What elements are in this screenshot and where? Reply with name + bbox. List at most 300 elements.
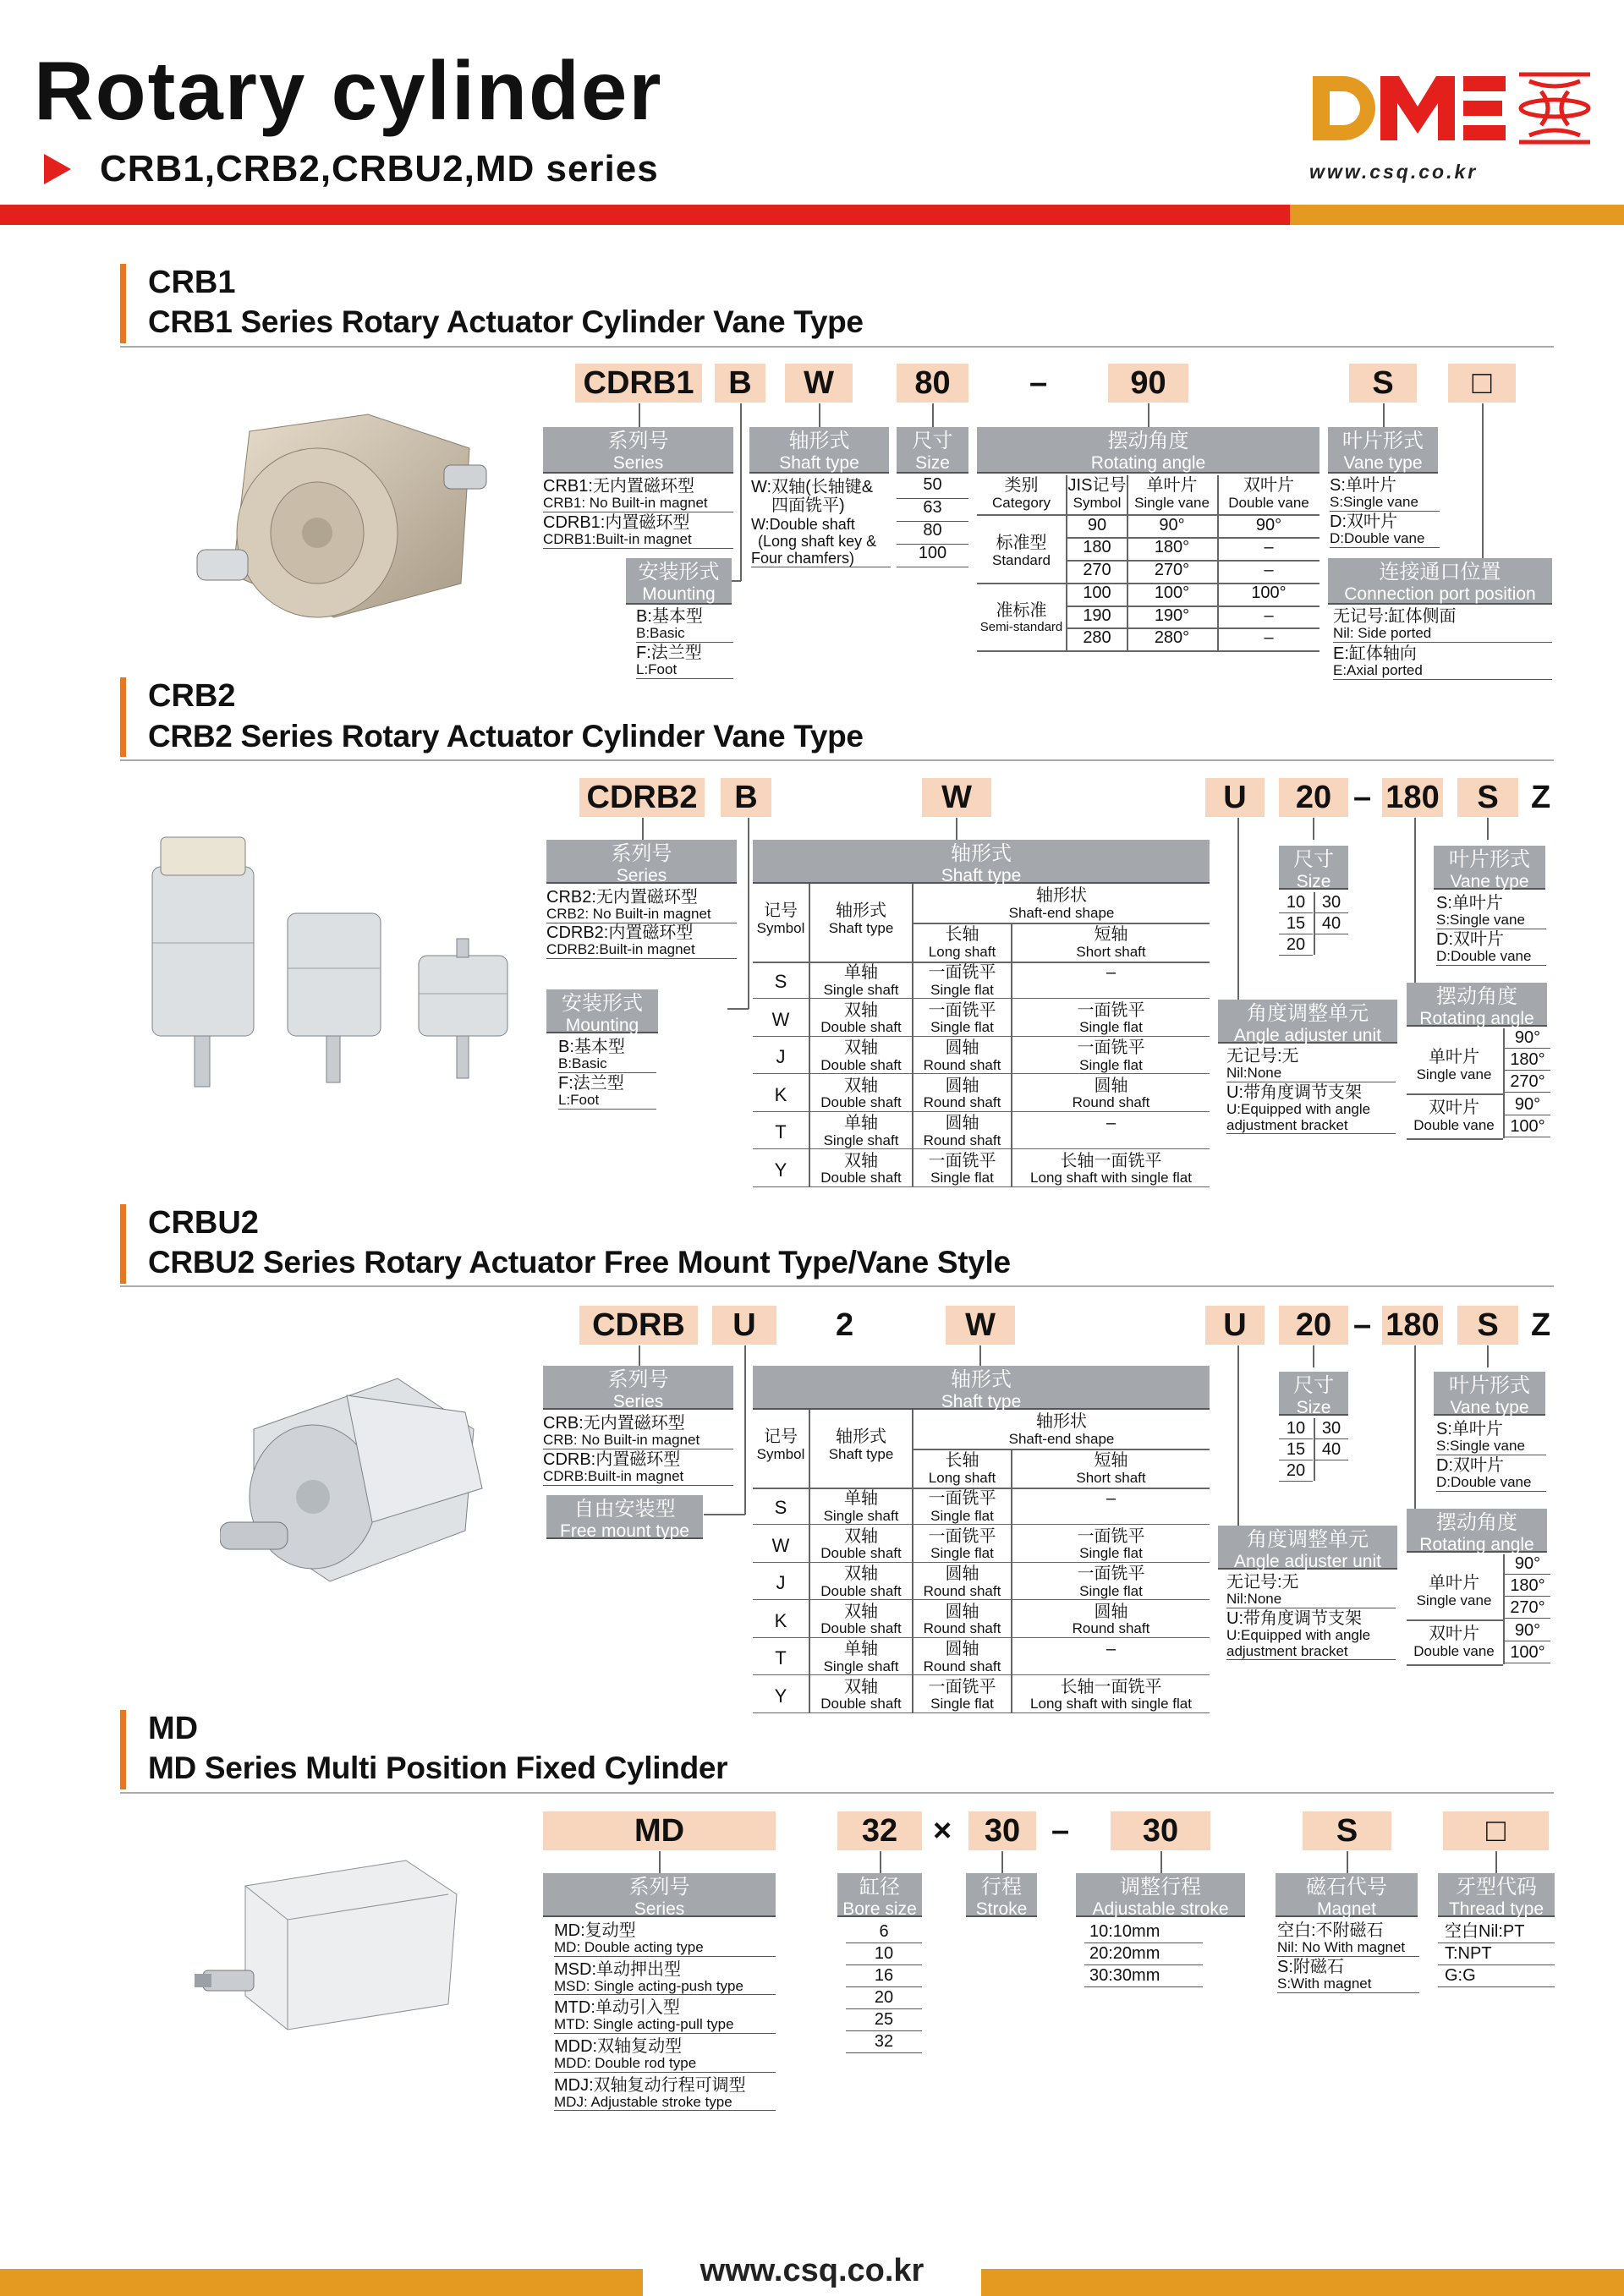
- crb2-mounting-item: F:法兰型 L:Foot: [558, 1074, 656, 1110]
- shaft-short-cell: [1012, 1528, 1210, 1562]
- crbu2-size-header: 尺寸 Size: [1279, 1372, 1348, 1416]
- angle-single-value: 190°: [1154, 606, 1190, 625]
- shaft-type-en: Double shaft: [820, 1019, 902, 1036]
- header-bar-red: [0, 205, 1290, 225]
- shaft-table-row: [753, 1037, 1210, 1074]
- shaft-type-cn: 双轴: [844, 1000, 878, 1020]
- md-series-en: MD: Double acting type: [554, 1939, 704, 1955]
- code-crb2-dash: –: [1353, 780, 1372, 815]
- header-bar-orange: [1290, 205, 1624, 225]
- code-crb1-vane: S: [1349, 364, 1417, 403]
- crb1-shaft-desc: W:双轴(长轴键& 四面铣平) W:Double shaft (Long shaft key & Four chamfers): [751, 478, 891, 567]
- md-thread-value: G:G: [1438, 1965, 1555, 1987]
- crbu2-adjuster-header: 角度调整单元 Angle adjuster unit: [1218, 1526, 1397, 1570]
- crb2-product-image: [135, 833, 533, 1104]
- shaft-symbol: Y: [774, 1159, 787, 1181]
- shaft-long-cn: 圆轴: [945, 1640, 979, 1658]
- shaft-type-cn: 单轴: [844, 1114, 878, 1132]
- shaft-short-cn: 一面铣平: [1077, 1564, 1145, 1583]
- crb1-size-header: 尺寸 Size: [897, 427, 968, 474]
- crb1-size-value: 50: [897, 476, 968, 499]
- md-bore-value: 20: [846, 1987, 922, 2009]
- shaft-type-en: Double shaft: [820, 1094, 902, 1111]
- shaft-type-en: Double shaft: [820, 1620, 902, 1637]
- md-series-item: [554, 1921, 776, 1957]
- md-magnet-item: S:附磁石 S:With magnet: [1277, 1958, 1419, 1993]
- shaft-long-cell: [914, 1528, 1011, 1562]
- section-name-md: MD: [148, 1711, 199, 1746]
- md-adj-list: [1084, 1921, 1245, 1987]
- shaft-short-cell: [1012, 1153, 1210, 1186]
- code-crb1-angle: 90: [1108, 364, 1188, 403]
- shaft-symbol: S: [774, 971, 787, 992]
- code-crbu2-mount: U: [712, 1306, 776, 1345]
- code-crb1-mounting: B: [715, 364, 765, 403]
- code-crb1-size: 80: [897, 364, 968, 403]
- md-series-cn: MDD:双轴复动型: [554, 2037, 683, 2057]
- shaft-short-cell: [1012, 1039, 1210, 1073]
- shaft-long-en: Round shaft: [923, 1056, 1001, 1073]
- shaft-table-row: [753, 1000, 1210, 1037]
- crb2-shaft-header: 轴形式 Shaft type: [753, 840, 1210, 884]
- code-crb1-shaft: W: [785, 364, 853, 403]
- code-md-series: MD: [543, 1811, 776, 1850]
- crb2-vane-header: 叶片形式 Vane type: [1434, 846, 1545, 890]
- crb2-shaft-table: 记号 Symbol 轴形式 Shaft type 轴形状 Shaft-end shape 长轴 Long shaft 短轴 Short shaft: [753, 884, 1210, 1188]
- md-stroke-header: 行程 Stroke: [966, 1873, 1037, 1917]
- shaft-long-en: Single flat: [930, 1507, 994, 1524]
- crb1-size-value: 63: [897, 499, 968, 522]
- shaft-long-cn: 圆轴: [945, 1076, 979, 1095]
- code-md-dash: –: [1051, 1813, 1070, 1849]
- shaft-type-cell: [810, 1039, 912, 1073]
- shaft-type-cn: 双轴: [844, 1151, 878, 1170]
- section-marker: [120, 677, 126, 757]
- shaft-short-en: Single flat: [1079, 1056, 1143, 1073]
- shaft-type-cn: 单轴: [844, 1640, 878, 1658]
- code-md-adj: 30: [1111, 1811, 1210, 1850]
- shaft-long-en: Round shaft: [923, 1620, 1001, 1637]
- crb1-series-item: CDRB1:内置磁环型 CDRB1:Built-in magnet: [543, 513, 733, 549]
- code-crbu2-z: Z: [1531, 1307, 1551, 1343]
- shaft-short-cell: [1012, 1641, 1210, 1659]
- md-series-cn: MSD:单动押出型: [554, 1959, 681, 1979]
- shaft-table-row: [753, 1488, 1210, 1525]
- shaft-type-en: Double shaft: [820, 1696, 902, 1712]
- md-series-header: 系列号 Series: [543, 1873, 776, 1917]
- shaft-short-en: Long shaft with single flat: [1030, 1170, 1192, 1186]
- shaft-symbol: K: [774, 1609, 787, 1631]
- code-crb1-port: □: [1448, 364, 1516, 403]
- code-md-x: ×: [933, 1813, 952, 1849]
- md-bore-list: [846, 1921, 922, 2053]
- crb1-angle-header: 摆动角度 Rotating angle: [977, 427, 1320, 474]
- shaft-type-cn: 双轴: [844, 1076, 878, 1095]
- shaft-long-en: Single flat: [930, 1696, 994, 1712]
- crbu2-vane-item: S:单叶片 S:Single vane: [1436, 1420, 1546, 1455]
- crb2-adjuster-item: 无记号:无 Nil:None: [1226, 1047, 1396, 1082]
- shaft-long-cell: [914, 1490, 1011, 1524]
- shaft-short-cn: –: [1106, 1114, 1116, 1132]
- section-name-crb2: CRB2: [148, 678, 236, 714]
- section-rule: [120, 759, 1554, 761]
- md-adj-header: 调整行程 Adjustable stroke: [1076, 1873, 1245, 1917]
- crb2-size-table: 10 30 15 40 20: [1279, 892, 1348, 960]
- shaft-type-cn: 双轴: [844, 1602, 878, 1621]
- section-marker: [120, 264, 126, 343]
- code-md-magnet: S: [1303, 1811, 1391, 1850]
- crbu2-vane-item: D:双叶片 D:Double vane: [1436, 1456, 1546, 1492]
- shaft-short-cell: [1012, 1077, 1210, 1111]
- shaft-type-cell: [810, 1002, 912, 1036]
- section-marker: [120, 1710, 126, 1789]
- md-thread-value: 空白Nil:PT: [1438, 1921, 1555, 1943]
- shaft-type-cell: [810, 1115, 912, 1148]
- shaft-type-cell: [810, 964, 912, 998]
- code-md-thread: □: [1443, 1811, 1549, 1850]
- angle-jis-value: 100: [1083, 584, 1111, 602]
- shaft-long-en: Single flat: [930, 1545, 994, 1562]
- crb1-mounting-item: F:法兰型 L:Foot: [636, 644, 733, 679]
- code-crbu2-vane: S: [1457, 1306, 1518, 1345]
- angle-jis-value: 180: [1083, 538, 1111, 556]
- shaft-symbol: W: [771, 1008, 790, 1030]
- code-crb2-shaft: W: [922, 778, 991, 817]
- md-series-item: [554, 1960, 776, 1996]
- shaft-table-row: [753, 1601, 1210, 1638]
- crb1-size-value: 100: [897, 545, 968, 567]
- code-crb2-angle: 180: [1382, 778, 1443, 817]
- md-bore-value: 25: [846, 2009, 922, 2031]
- md-series-en: MDJ: Adjustable stroke type: [554, 2093, 732, 2110]
- code-crb2-vane: S: [1457, 778, 1518, 817]
- footer-bar-left: [0, 2269, 643, 2296]
- angle-jis-value: 280: [1083, 628, 1111, 647]
- shaft-type-en: Double shaft: [820, 1582, 902, 1599]
- shaft-long-cn: 一面铣平: [928, 1489, 996, 1508]
- shaft-type-cell: [810, 1641, 912, 1674]
- section-name-crb1: CRB1: [148, 265, 236, 300]
- shaft-short-cell: [1012, 1002, 1210, 1036]
- md-series-item: [554, 1998, 776, 2034]
- shaft-type-cn: 双轴: [844, 1677, 878, 1696]
- shaft-long-cn: 一面铣平: [928, 1000, 996, 1020]
- shaft-long-en: Round shaft: [923, 1658, 1001, 1674]
- angle-jis-value: 90: [1087, 516, 1107, 534]
- md-series-cn: MD:复动型: [554, 1921, 636, 1940]
- crbu2-shaft-header: 轴形式 Shaft type: [753, 1366, 1210, 1410]
- shaft-symbol: T: [775, 1121, 787, 1143]
- md-thread-list: [1438, 1921, 1555, 1987]
- section-marker: [120, 1204, 126, 1284]
- crb2-series-item: CRB2:无内置磁环型 CRB2: No Built-in magnet: [546, 888, 737, 923]
- section-desc-md: MD Series Multi Position Fixed Cylinder: [148, 1751, 728, 1785]
- code-crbu2-angle: 180: [1382, 1306, 1443, 1345]
- md-series-en: MTD: Single acting-pull type: [554, 2016, 734, 2033]
- shaft-symbol: J: [776, 1572, 786, 1593]
- md-magnet-item: 空白:不附磁石 Nil: No With magnet: [1277, 1921, 1419, 1957]
- shaft-long-cell: [914, 1115, 1011, 1148]
- shaft-long-cn: 圆轴: [945, 1564, 979, 1583]
- crb1-series-header: 系列号 Series: [543, 427, 733, 474]
- shaft-short-cn: 一面铣平: [1077, 1038, 1145, 1057]
- md-adj-value: 30:30mm: [1084, 1965, 1203, 1987]
- crb2-series-header: 系列号 Series: [546, 840, 737, 884]
- code-crb2-z: Z: [1531, 780, 1551, 815]
- code-crb2-series: CDRB2: [579, 778, 705, 817]
- crbu2-angle-header: 摆动角度 Rotating angle: [1407, 1509, 1547, 1553]
- shaft-short-cell: [1012, 1603, 1210, 1637]
- shaft-type-en: Double shaft: [820, 1545, 902, 1562]
- footer-bar-right: [981, 2269, 1624, 2296]
- shaft-type-cn: 单轴: [844, 1489, 878, 1508]
- angle-jis-value: 270: [1083, 561, 1111, 579]
- angle-single-value: 100°: [1154, 584, 1190, 602]
- crb2-size-header: 尺寸 Size: [1279, 846, 1348, 890]
- shaft-symbol: W: [771, 1534, 790, 1556]
- shaft-long-cell: [914, 964, 1011, 998]
- shaft-type-cn: 双轴: [844, 1564, 878, 1583]
- shaft-short-cn: 长轴一面铣平: [1060, 1151, 1162, 1170]
- section-rule: [120, 1285, 1554, 1287]
- crb2-series-item: CDRB2:内置磁环型 CDRB2:Built-in magnet: [546, 923, 737, 959]
- md-series-item: [554, 2037, 776, 2073]
- shaft-long-cell: [914, 1641, 1011, 1674]
- crb2-adjuster-header: 角度调整单元 Angle adjuster unit: [1218, 1000, 1397, 1044]
- shaft-short-en: Single flat: [1079, 1582, 1143, 1599]
- md-series-list: [554, 1921, 776, 2114]
- shaft-short-cn: 圆轴: [1094, 1602, 1128, 1621]
- shaft-table-row: [753, 1526, 1210, 1563]
- shaft-type-cn: 双轴: [844, 1038, 878, 1057]
- dme-logo: [1308, 66, 1595, 151]
- crbu2-series-header: 系列号 Series: [543, 1366, 733, 1410]
- code-crb2-mounting: B: [721, 778, 771, 817]
- shaft-short-en: Round shaft: [1072, 1094, 1150, 1111]
- shaft-long-en: Round shaft: [923, 1132, 1001, 1148]
- shaft-short-en: Single flat: [1079, 1545, 1143, 1562]
- shaft-short-en: Single flat: [1079, 1019, 1143, 1036]
- code-md-stroke: 30: [968, 1811, 1036, 1850]
- md-series-cn: MTD:单动引入型: [554, 1998, 680, 2018]
- shaft-type-cell: [810, 1077, 912, 1111]
- shaft-long-cell: [914, 1002, 1011, 1036]
- play-arrow-icon: [44, 154, 71, 184]
- md-bore-value: 16: [846, 1965, 922, 1987]
- code-crb2-adjuster: U: [1205, 778, 1265, 817]
- footer-url: www.csq.co.kr: [700, 2253, 924, 2288]
- code-crbu2-shaft: W: [946, 1306, 1015, 1345]
- shaft-symbol: K: [774, 1083, 787, 1105]
- crb1-series-item: CRB1:无内置磁环型 CRB1: No Built-in magnet: [543, 477, 733, 512]
- shaft-symbol: T: [775, 1647, 787, 1669]
- shaft-table-row: [753, 1676, 1210, 1713]
- shaft-type-en: Single shaft: [823, 1132, 899, 1148]
- shaft-type-cn: 单轴: [844, 963, 878, 982]
- shaft-long-en: Single flat: [930, 1019, 994, 1036]
- shaft-table-row: [753, 1563, 1210, 1600]
- shaft-type-en: Single shaft: [823, 981, 899, 998]
- code-crb1-dash: –: [1029, 365, 1048, 401]
- shaft-type-cell: [810, 1528, 912, 1562]
- angle-single-value: 90°: [1159, 516, 1185, 534]
- code-crbu2-adjuster: U: [1205, 1306, 1265, 1345]
- shaft-short-cn: 一面铣平: [1077, 1526, 1145, 1546]
- code-crb1-series: CDRB1: [575, 364, 702, 403]
- crbu2-series-item: CDRB:内置磁环型 CDRB:Built-in magnet: [543, 1450, 733, 1486]
- code-crbu2-dash: –: [1353, 1307, 1372, 1343]
- crbu2-product-image: [220, 1362, 491, 1598]
- code-crbu2-series: CDRB: [579, 1306, 698, 1345]
- section-desc-crbu2: CRBU2 Series Rotary Actuator Free Mount Type/Vane Style: [148, 1245, 1011, 1280]
- shaft-long-en: Round shaft: [923, 1582, 1001, 1599]
- crb1-port-item: 无记号:缸体侧面 Nil: Side ported: [1333, 607, 1552, 643]
- crb2-vane-item: D:双叶片 D:Double vane: [1436, 930, 1546, 966]
- shaft-long-cell: [914, 1153, 1011, 1186]
- shaft-long-cn: 圆轴: [945, 1114, 979, 1132]
- md-bore-header: 缸径 Bore size: [837, 1873, 922, 1917]
- crb1-product-image: [190, 397, 512, 643]
- shaft-type-cn: 双轴: [844, 1526, 878, 1546]
- code-crb2-size: 20: [1279, 778, 1348, 817]
- shaft-short-cell: [1012, 1490, 1210, 1509]
- shaft-long-cn: 一面铣平: [928, 1151, 996, 1170]
- angle-double-value: 100°: [1251, 584, 1287, 602]
- code-crbu2-size: 20: [1279, 1306, 1348, 1345]
- shaft-symbol: S: [774, 1497, 787, 1518]
- shaft-type-en: Double shaft: [820, 1170, 902, 1186]
- crb2-angle-table: 单叶片 Single vane 双叶片 Double vane 90° 180° 270° 90° 100°: [1407, 1028, 1552, 1142]
- crbu2-vane-header: 叶片形式 Vane type: [1434, 1372, 1545, 1416]
- md-bore-value: 32: [846, 2031, 922, 2053]
- crb1-mounting-header: 安装形式 Mounting: [626, 558, 732, 605]
- shaft-short-cn: –: [1106, 1489, 1116, 1508]
- shaft-long-cn: 一面铣平: [928, 963, 996, 982]
- angle-jis-value: 190: [1083, 606, 1111, 625]
- crb2-vane-item: S:单叶片 S:Single vane: [1436, 894, 1546, 929]
- code-md-bore: 32: [837, 1811, 922, 1850]
- shaft-type-cell: [810, 1565, 912, 1599]
- crb1-mounting-item: B:基本型 B:Basic: [636, 607, 733, 643]
- shaft-long-en: Single flat: [930, 1170, 994, 1186]
- code-crbu2-2: 2: [836, 1307, 854, 1343]
- shaft-symbol: J: [776, 1046, 786, 1067]
- crb1-port-item: E:缸体轴向 E:Axial ported: [1333, 644, 1552, 680]
- md-thread-header: 牙型代码 Thread type: [1438, 1873, 1555, 1917]
- shaft-long-en: Single flat: [930, 981, 994, 998]
- page-title: Rotary cylinder: [34, 44, 663, 137]
- crbu2-series-item: CRB:无内置磁环型 CRB: No Built-in magnet: [543, 1414, 733, 1449]
- md-bore-value: 10: [846, 1943, 922, 1965]
- shaft-long-cn: 一面铣平: [928, 1677, 996, 1696]
- shaft-table-row: [753, 1150, 1210, 1187]
- crbu2-size-table: 10 30 15 40 20: [1279, 1418, 1348, 1486]
- crb2-adjuster-item: U:带角度调节支架 U:Equipped with angle adjustment bracket: [1226, 1083, 1396, 1134]
- shaft-short-cn: 圆轴: [1094, 1076, 1128, 1095]
- angle-single-value: 270°: [1154, 561, 1190, 579]
- crb1-vane-item: S:单叶片 S:Single vane: [1330, 476, 1440, 512]
- md-series-en: MSD: Single acting-push type: [554, 1977, 743, 1994]
- shaft-long-cell: [914, 1077, 1011, 1111]
- angle-double-value: –: [1264, 606, 1274, 625]
- shaft-table-row: [753, 1075, 1210, 1112]
- section-rule: [120, 1792, 1554, 1794]
- md-adj-value: 10:10mm: [1084, 1921, 1203, 1943]
- crb1-size-value: 80: [897, 522, 968, 545]
- md-series-cn: MDJ:双轴复动行程可调型: [554, 2075, 746, 2095]
- angle-double-value: –: [1264, 561, 1274, 579]
- angle-single-value: 180°: [1154, 538, 1190, 556]
- shaft-short-en: Round shaft: [1072, 1620, 1150, 1637]
- shaft-short-cn: –: [1106, 963, 1116, 982]
- crbu2-shaft-table: 记号 Symbol 轴形式 Shaft type 轴形状 Shaft-end shape 长轴 Long shaft 短轴 Short shaft: [753, 1410, 1210, 1714]
- crbu2-adjuster-item: 无记号:无 Nil:None: [1226, 1573, 1396, 1608]
- shaft-short-cell: [1012, 1679, 1210, 1712]
- shaft-type-cell: [810, 1603, 912, 1637]
- shaft-type-cell: [810, 1490, 912, 1524]
- angle-double-value: –: [1264, 538, 1274, 556]
- angle-double-value: –: [1264, 628, 1274, 647]
- shaft-type-en: Single shaft: [823, 1658, 899, 1674]
- crbu2-adjuster-item: U:带角度调节支架 U:Equipped with angle adjustment bracket: [1226, 1609, 1396, 1660]
- shaft-short-cell: [1012, 1565, 1210, 1599]
- shaft-short-cn: 一面铣平: [1077, 1000, 1145, 1020]
- shaft-long-cell: [914, 1565, 1011, 1599]
- shaft-long-cn: 圆轴: [945, 1602, 979, 1621]
- crb2-angle-header: 摆动角度 Rotating angle: [1407, 983, 1547, 1027]
- shaft-short-cn: 长轴一面铣平: [1060, 1677, 1162, 1696]
- md-thread-value: T:NPT: [1438, 1943, 1555, 1965]
- crbu2-angle-table: 单叶片 Single vane 双叶片 Double vane 90° 180° 270° 90° 100°: [1407, 1554, 1552, 1668]
- shaft-long-cell: [914, 1679, 1011, 1712]
- crb1-vane-header: 叶片形式 Vane type: [1328, 427, 1438, 474]
- crb2-mounting-item: B:基本型 B:Basic: [558, 1038, 656, 1073]
- shaft-type-en: Single shaft: [823, 1507, 899, 1524]
- md-series-item: [554, 2076, 776, 2112]
- crb2-mounting-header: 安装形式 Mounting: [546, 989, 658, 1033]
- shaft-long-cn: 一面铣平: [928, 1526, 996, 1546]
- crb1-vane-item: D:双叶片 D:Double vane: [1330, 512, 1440, 548]
- shaft-long-en: Round shaft: [923, 1094, 1001, 1111]
- md-product-image: [195, 1852, 474, 2038]
- shaft-long-cell: [914, 1039, 1011, 1073]
- shaft-type-cell: [810, 1153, 912, 1186]
- md-bore-value: 6: [846, 1921, 922, 1943]
- crb1-angle-table: 类别 Category JIS记号 Symbol 单叶片 Single vane 双叶片 Double vane 标准型 Standard 准标准 Semi-standard 90 90° 90° 180 180° – 270 270° – 100 100° 100° 190 190° – 280 280° –: [977, 475, 1320, 653]
- crbu2-mounting-header: 自由安装型 Free mount type: [546, 1495, 703, 1539]
- page-subtitle: CRB1,CRB2,CRBU2,MD series: [100, 148, 659, 189]
- shaft-short-cell: [1012, 1115, 1210, 1133]
- shaft-table-row: [753, 1638, 1210, 1675]
- shaft-long-cn: 圆轴: [945, 1038, 979, 1057]
- section-desc-crb2: CRB2 Series Rotary Actuator Cylinder Vane Type: [148, 719, 864, 753]
- shaft-type-en: Double shaft: [820, 1056, 902, 1073]
- section-rule: [120, 346, 1554, 348]
- shaft-symbol: Y: [774, 1685, 787, 1707]
- crb1-shaft-header: 轴形式 Shaft type: [749, 427, 889, 474]
- section-name-crbu2: CRBU2: [148, 1205, 259, 1241]
- section-desc-crb1: CRB1 Series Rotary Actuator Cylinder Vane Type: [148, 304, 864, 339]
- md-adj-value: 20:20mm: [1084, 1943, 1203, 1965]
- shaft-short-en: Long shaft with single flat: [1030, 1696, 1192, 1712]
- crb1-port-header: 连接通口位置 Connection port position: [1328, 558, 1552, 605]
- angle-double-value: 90°: [1255, 516, 1282, 534]
- shaft-table-row: [753, 1112, 1210, 1149]
- shaft-long-cell: [914, 1603, 1011, 1637]
- shaft-short-cell: [1012, 964, 1210, 983]
- md-magnet-header: 磁石代号 Magnet: [1276, 1873, 1418, 1917]
- logo-url: www.csq.co.kr: [1309, 161, 1479, 183]
